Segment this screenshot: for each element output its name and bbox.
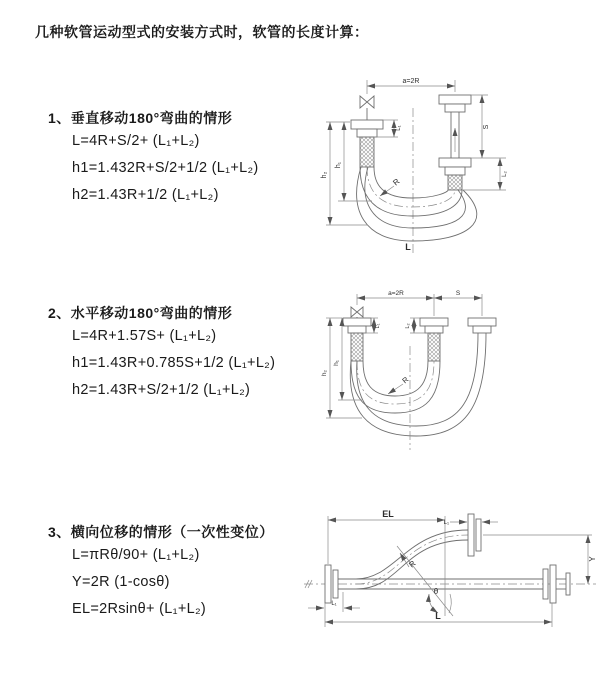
flange xyxy=(351,120,383,129)
flange xyxy=(468,514,474,556)
length-label: L xyxy=(435,611,441,621)
dim-label-y: Y xyxy=(588,556,597,562)
section-2-formula-h2: h2=1.43R+S/2+1/2 (L₁+L₂) xyxy=(72,382,251,398)
hose-curve xyxy=(356,530,468,579)
section-2-formula-h1: h1=1.43R+0.785S+1/2 (L₁+L₂) xyxy=(72,355,276,371)
dim-label-l1-bottom: L₁ xyxy=(331,601,337,607)
dim-label-el: EL xyxy=(382,509,394,519)
section-3-formula-EL: EL=2Rsinθ+ (L₁+L₂) xyxy=(72,601,207,617)
flange xyxy=(439,95,471,104)
angle-label: θ xyxy=(433,587,439,596)
dim-label-l1: L₁ xyxy=(375,323,381,329)
radius-label: R xyxy=(400,374,411,386)
diagram-lateral-displacement xyxy=(300,506,600,651)
flange xyxy=(343,318,371,326)
hose-curve xyxy=(374,167,448,198)
dim-label-s: S xyxy=(483,124,490,130)
section-3 xyxy=(48,522,274,623)
flange xyxy=(543,569,548,599)
valve-icon xyxy=(351,307,363,317)
flange xyxy=(468,318,496,326)
dim-label-l2: L₂ xyxy=(502,171,508,177)
braided-hose xyxy=(448,175,462,190)
dim-label-l2: L₂ xyxy=(405,323,411,329)
dim-label-l1-top: L₁ xyxy=(443,520,449,526)
diagram-vertical-180-bend xyxy=(310,70,575,265)
radius-label: R xyxy=(391,176,402,188)
dim-label-s: S xyxy=(455,290,461,297)
section-3-formula-L: L=πRθ/90+ (L₁+L₂) xyxy=(72,547,200,563)
dim-label-a2r: a=2R xyxy=(388,290,404,297)
section-1-formula-L: L=4R+S/2+ (L₁+L₂) xyxy=(72,133,200,149)
braided-hose xyxy=(428,333,440,361)
length-label: L xyxy=(405,242,411,252)
valve-icon xyxy=(360,96,374,108)
braided-hose xyxy=(360,137,374,167)
dim-label-l1: L₁ xyxy=(396,125,402,131)
section-1-formula-h2: h2=1.43R+1/2 (L₁+L₂) xyxy=(72,187,219,203)
flange xyxy=(325,565,331,603)
flange xyxy=(420,318,448,326)
braided-hose xyxy=(351,333,363,361)
dim-label-h1: h₁ xyxy=(333,360,340,366)
section-2-formula-L: L=4R+1.57S+ (L₁+L₂) xyxy=(72,328,217,344)
radius-label: R xyxy=(407,558,418,570)
dim-label-h2: h₂ xyxy=(321,171,328,179)
section-1 xyxy=(48,108,259,209)
section-2-heading: 2、水平移动180°弯曲的情形 xyxy=(48,305,233,321)
dim-label-h1: h₁ xyxy=(335,161,342,169)
dim-label-h2: h₂ xyxy=(321,369,328,377)
hose-curve xyxy=(363,361,428,396)
section-1-formula-h1: h1=1.432R+S/2+1/2 (L₁+L₂) xyxy=(72,160,259,176)
section-3-formula-Y: Y=2R (1-cosθ) xyxy=(72,574,170,590)
diagram-horizontal-180-bend xyxy=(312,288,577,460)
dim-label-a2r: a=2R xyxy=(402,78,420,85)
section-1-heading: 1、垂直移动180°弯曲的情形 xyxy=(48,110,233,126)
page-title: 几种软管运动型式的安装方式时，软管的长度计算： xyxy=(35,24,369,40)
section-3-heading: 3、横向位移的情形（一次性变位） xyxy=(48,524,274,540)
section-2 xyxy=(48,303,275,404)
